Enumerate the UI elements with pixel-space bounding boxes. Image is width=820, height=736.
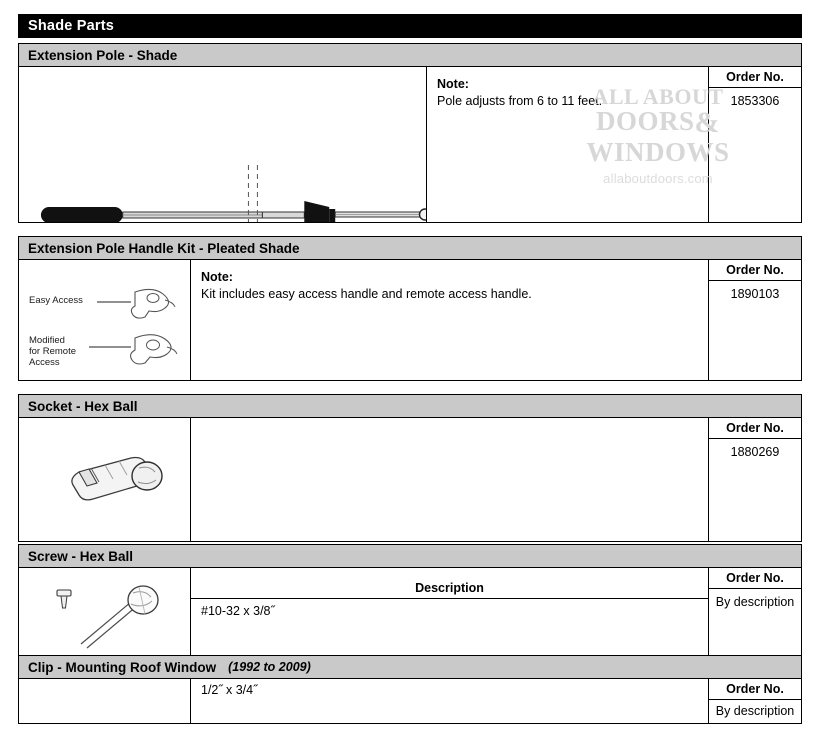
section-mounting-clip	[18, 656, 802, 724]
section-heading: Extension Pole Handle Kit - Pleated Shade	[19, 237, 801, 260]
order-column	[709, 679, 801, 723]
order-no-header: Order No.	[709, 679, 801, 700]
section-body	[19, 418, 801, 541]
note-text: Pole adjusts from 6 to 11 feet.	[437, 94, 603, 108]
empty-cell	[191, 418, 709, 541]
section-heading	[19, 656, 801, 679]
section-heading: Screw - Hex Ball	[19, 545, 801, 568]
description-cell	[191, 679, 709, 723]
section-hex-ball-screw	[18, 544, 802, 656]
hex-ball-screw-illustration	[19, 568, 191, 655]
extension-pole-illustration	[19, 67, 427, 222]
section-heading: Socket - Hex Ball	[19, 395, 801, 418]
mounting-clip-illustration	[19, 679, 191, 723]
section-heading-subtitle: (1992 to 2009)	[228, 660, 311, 674]
callout-easy-access: Easy Access	[29, 295, 83, 306]
order-no-value: 1853306	[730, 94, 780, 108]
description-header: Description	[191, 578, 708, 599]
section-extension-pole	[18, 43, 802, 223]
order-column	[709, 568, 801, 655]
description-value: 1/2˝ x 3/4˝	[201, 683, 258, 697]
order-column	[709, 260, 801, 380]
page-title: Shade Parts	[18, 14, 802, 38]
watermark-line-1: ALL ABOUT	[592, 84, 724, 109]
note-cell	[191, 260, 709, 380]
watermark-line-3: WINDOWS	[586, 137, 730, 168]
note-text: Kit includes easy access handle and remote access handle.	[201, 287, 532, 301]
watermark-line-2: DOORS&	[595, 106, 721, 140]
order-no-value: 1890103	[730, 287, 780, 301]
order-no-header: Order No.	[709, 568, 801, 589]
section-body	[19, 67, 801, 222]
description-value: #10-32 x 3/8˝	[201, 604, 275, 618]
order-no-header: Order No.	[709, 418, 801, 439]
order-no-header: Order No.	[709, 67, 801, 88]
section-body	[19, 260, 801, 380]
section-heading-text: Clip - Mounting Roof Window	[28, 659, 217, 675]
order-no-value: 1880269	[730, 445, 780, 459]
section-hex-ball-socket	[18, 394, 802, 542]
description-cell	[191, 568, 709, 655]
note-label: Note:	[437, 77, 469, 91]
note-cell	[427, 67, 709, 222]
order-no-value: By description	[715, 704, 795, 718]
section-body	[19, 679, 801, 723]
note-label: Note:	[201, 270, 233, 284]
watermark-url: allaboutdoors.com	[603, 170, 713, 186]
section-heading: Extension Pole - Shade	[19, 44, 801, 67]
handle-kit-illustration	[19, 260, 191, 380]
callout-remote-access: Modified for Remote Access	[29, 335, 76, 368]
section-handle-kit	[18, 236, 802, 381]
order-no-header: Order No.	[709, 260, 801, 281]
order-column	[709, 418, 801, 541]
section-body	[19, 568, 801, 655]
order-no-value: By description	[715, 595, 795, 609]
hex-ball-socket-illustration	[19, 418, 191, 541]
order-column	[709, 67, 801, 222]
